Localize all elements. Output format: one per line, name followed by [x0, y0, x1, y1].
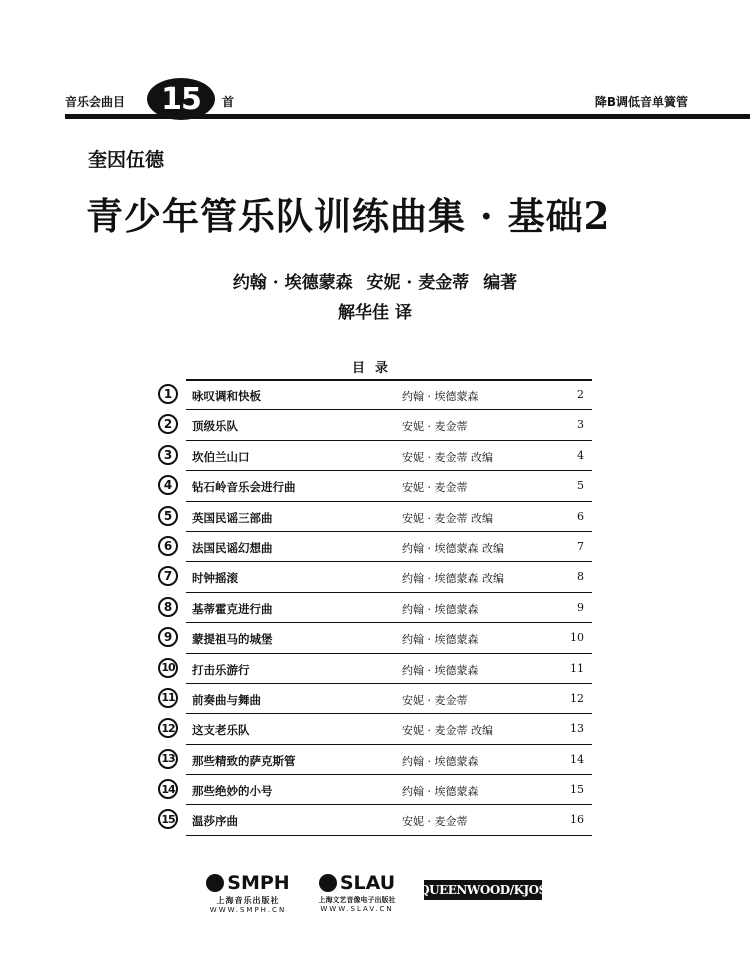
editor-2: 安妮 · 麦金蒂 [366, 273, 470, 293]
toc-number-circle: 9 [158, 627, 178, 647]
toc-number-circle: 13 [158, 749, 178, 769]
toc-page-number: 7 [577, 539, 584, 553]
toc-piece-author: 安妮 · 麦金蒂 改编 [402, 511, 493, 525]
toc-page-number: 6 [577, 509, 584, 523]
toc-piece-author: 约翰 · 埃德蒙森 改编 [402, 541, 504, 555]
toc-row [161, 745, 592, 775]
toc-piece-author: 安妮 · 麦金蒂 改编 [402, 450, 493, 464]
toc-page-number: 2 [577, 388, 584, 401]
toc-piece-title: 温莎序曲 [192, 814, 238, 829]
smph-url: WWW.SMPH.CN [209, 906, 287, 914]
toc-piece-author: 约翰 · 埃德蒙森 [402, 633, 479, 647]
slau-mark-text: SLAU [339, 872, 396, 894]
toc-number-circle: 15 [158, 809, 178, 829]
piece-count-suffix: 首 [222, 95, 235, 109]
toc-row [163, 502, 592, 532]
toc-piece-author: 安妮 · 麦金蒂 [402, 420, 468, 434]
toc-page-number: 8 [577, 570, 584, 584]
toc-piece-author: 约翰 · 埃德蒙森 [402, 390, 479, 403]
toc-row [163, 471, 592, 501]
toc-row [161, 654, 592, 684]
toc-number-circle: 4 [158, 475, 178, 495]
queenwood-kjos-logo: QUEENWOOD/KJOS [424, 880, 542, 900]
toc-piece-author: 约翰 · 埃德蒙森 [402, 663, 479, 677]
translator-line: 解华佳 译 [338, 303, 412, 323]
toc-number-circle: 10 [158, 658, 178, 678]
book-title: 青少年管乐队训练曲集 · 基础2 [86, 194, 611, 238]
toc-piece-title: 基蒂霍克进行曲 [192, 601, 273, 616]
smph-name: 上海音乐出版社 [216, 896, 280, 905]
toc-piece-author: 约翰 · 埃德蒙森 [402, 602, 479, 616]
toc-piece-title: 法国民谣幻想曲 [192, 540, 273, 555]
editor-role: 编著 [483, 273, 518, 293]
toc-piece-author: 约翰 · 埃德蒙森 [402, 785, 479, 799]
toc-number-circle: 14 [158, 779, 178, 799]
toc-piece-author: 安妮 · 麦金蒂 [402, 693, 468, 707]
toc-number-circle: 12 [158, 718, 178, 738]
series-label: 音乐会曲目 [65, 95, 126, 109]
toc-number-circle: 2 [158, 414, 178, 434]
toc-row [161, 805, 592, 835]
toc-piece-author: 安妮 · 麦金蒂 [402, 481, 468, 495]
toc-row [163, 441, 592, 471]
toc-page-number: 5 [577, 479, 584, 493]
table-of-contents [156, 380, 592, 836]
slau-url: WWW.SLAV.CN [320, 905, 394, 913]
toc-piece-author: 约翰 · 埃德蒙森 改编 [402, 572, 504, 586]
toc-piece-title: 顶级乐队 [192, 419, 238, 434]
toc-page-number: 11 [570, 661, 584, 675]
toc-row [163, 410, 592, 440]
toc-piece-title: 打击乐游行 [192, 662, 250, 677]
toc-number-circle: 1 [158, 384, 178, 404]
toc-page-number: 10 [570, 631, 584, 645]
toc-piece-title: 英国民谣三部曲 [192, 510, 273, 525]
toc-number-circle: 8 [158, 597, 178, 617]
toc-row [163, 562, 592, 592]
toc-piece-title: 坎伯兰山口 [192, 449, 250, 464]
toc-row [161, 684, 592, 714]
editors-line [0, 268, 750, 293]
toc-piece-title: 那些精致的萨克斯管 [192, 753, 296, 768]
toc-piece-title: 钻石岭音乐会进行曲 [192, 480, 296, 495]
toc-number-circle: 11 [158, 688, 178, 708]
toc-piece-author: 安妮 · 麦金蒂 [402, 815, 468, 829]
toc-page-number: 13 [570, 722, 584, 736]
toc-number-circle: 3 [158, 445, 178, 465]
smph-mark-icon [206, 874, 224, 892]
toc-page-number: 3 [577, 418, 584, 432]
toc-row [163, 380, 592, 410]
slau-name: 上海文艺音像电子出版社 [318, 896, 396, 904]
slau-logo [312, 872, 402, 913]
editor-1: 约翰 · 埃德蒙森 [232, 273, 353, 293]
toc-row [163, 623, 592, 653]
toc-row [161, 775, 592, 805]
toc-piece-author: 约翰 · 埃德蒙森 [402, 754, 479, 768]
toc-number-circle: 5 [158, 506, 178, 526]
toc-page-number: 4 [577, 448, 584, 462]
toc-row [163, 532, 592, 562]
smph-mark-text: SMPH [227, 872, 290, 894]
toc-heading: 目录 [351, 361, 398, 376]
toc-piece-title: 蒙提祖马的城堡 [192, 632, 273, 647]
smph-logo [203, 872, 293, 914]
toc-piece-title: 时钟摇滚 [192, 571, 238, 586]
toc-page-number: 12 [570, 691, 584, 705]
book-author: 奎因伍德 [88, 149, 165, 171]
toc-page-number: 14 [570, 752, 584, 766]
toc-page-number: 15 [570, 783, 584, 797]
toc-piece-title: 咏叹调和快板 [192, 389, 261, 403]
toc-number-circle: 6 [158, 536, 178, 556]
toc-page-number: 9 [577, 600, 584, 614]
toc-row [163, 593, 592, 623]
toc-row [161, 714, 592, 744]
instrument-label: 降B调低音单簧管 [594, 95, 688, 109]
toc-piece-title: 那些绝妙的小号 [192, 784, 273, 799]
toc-page-number: 16 [570, 813, 584, 827]
piece-count-badge: 15 [147, 78, 215, 120]
toc-number-circle: 7 [158, 566, 178, 586]
toc-piece-title: 前奏曲与舞曲 [192, 692, 261, 707]
toc-piece-author: 安妮 · 麦金蒂 改编 [402, 724, 493, 738]
toc-piece-title: 这支老乐队 [192, 723, 250, 738]
slau-mark-icon [319, 874, 337, 892]
